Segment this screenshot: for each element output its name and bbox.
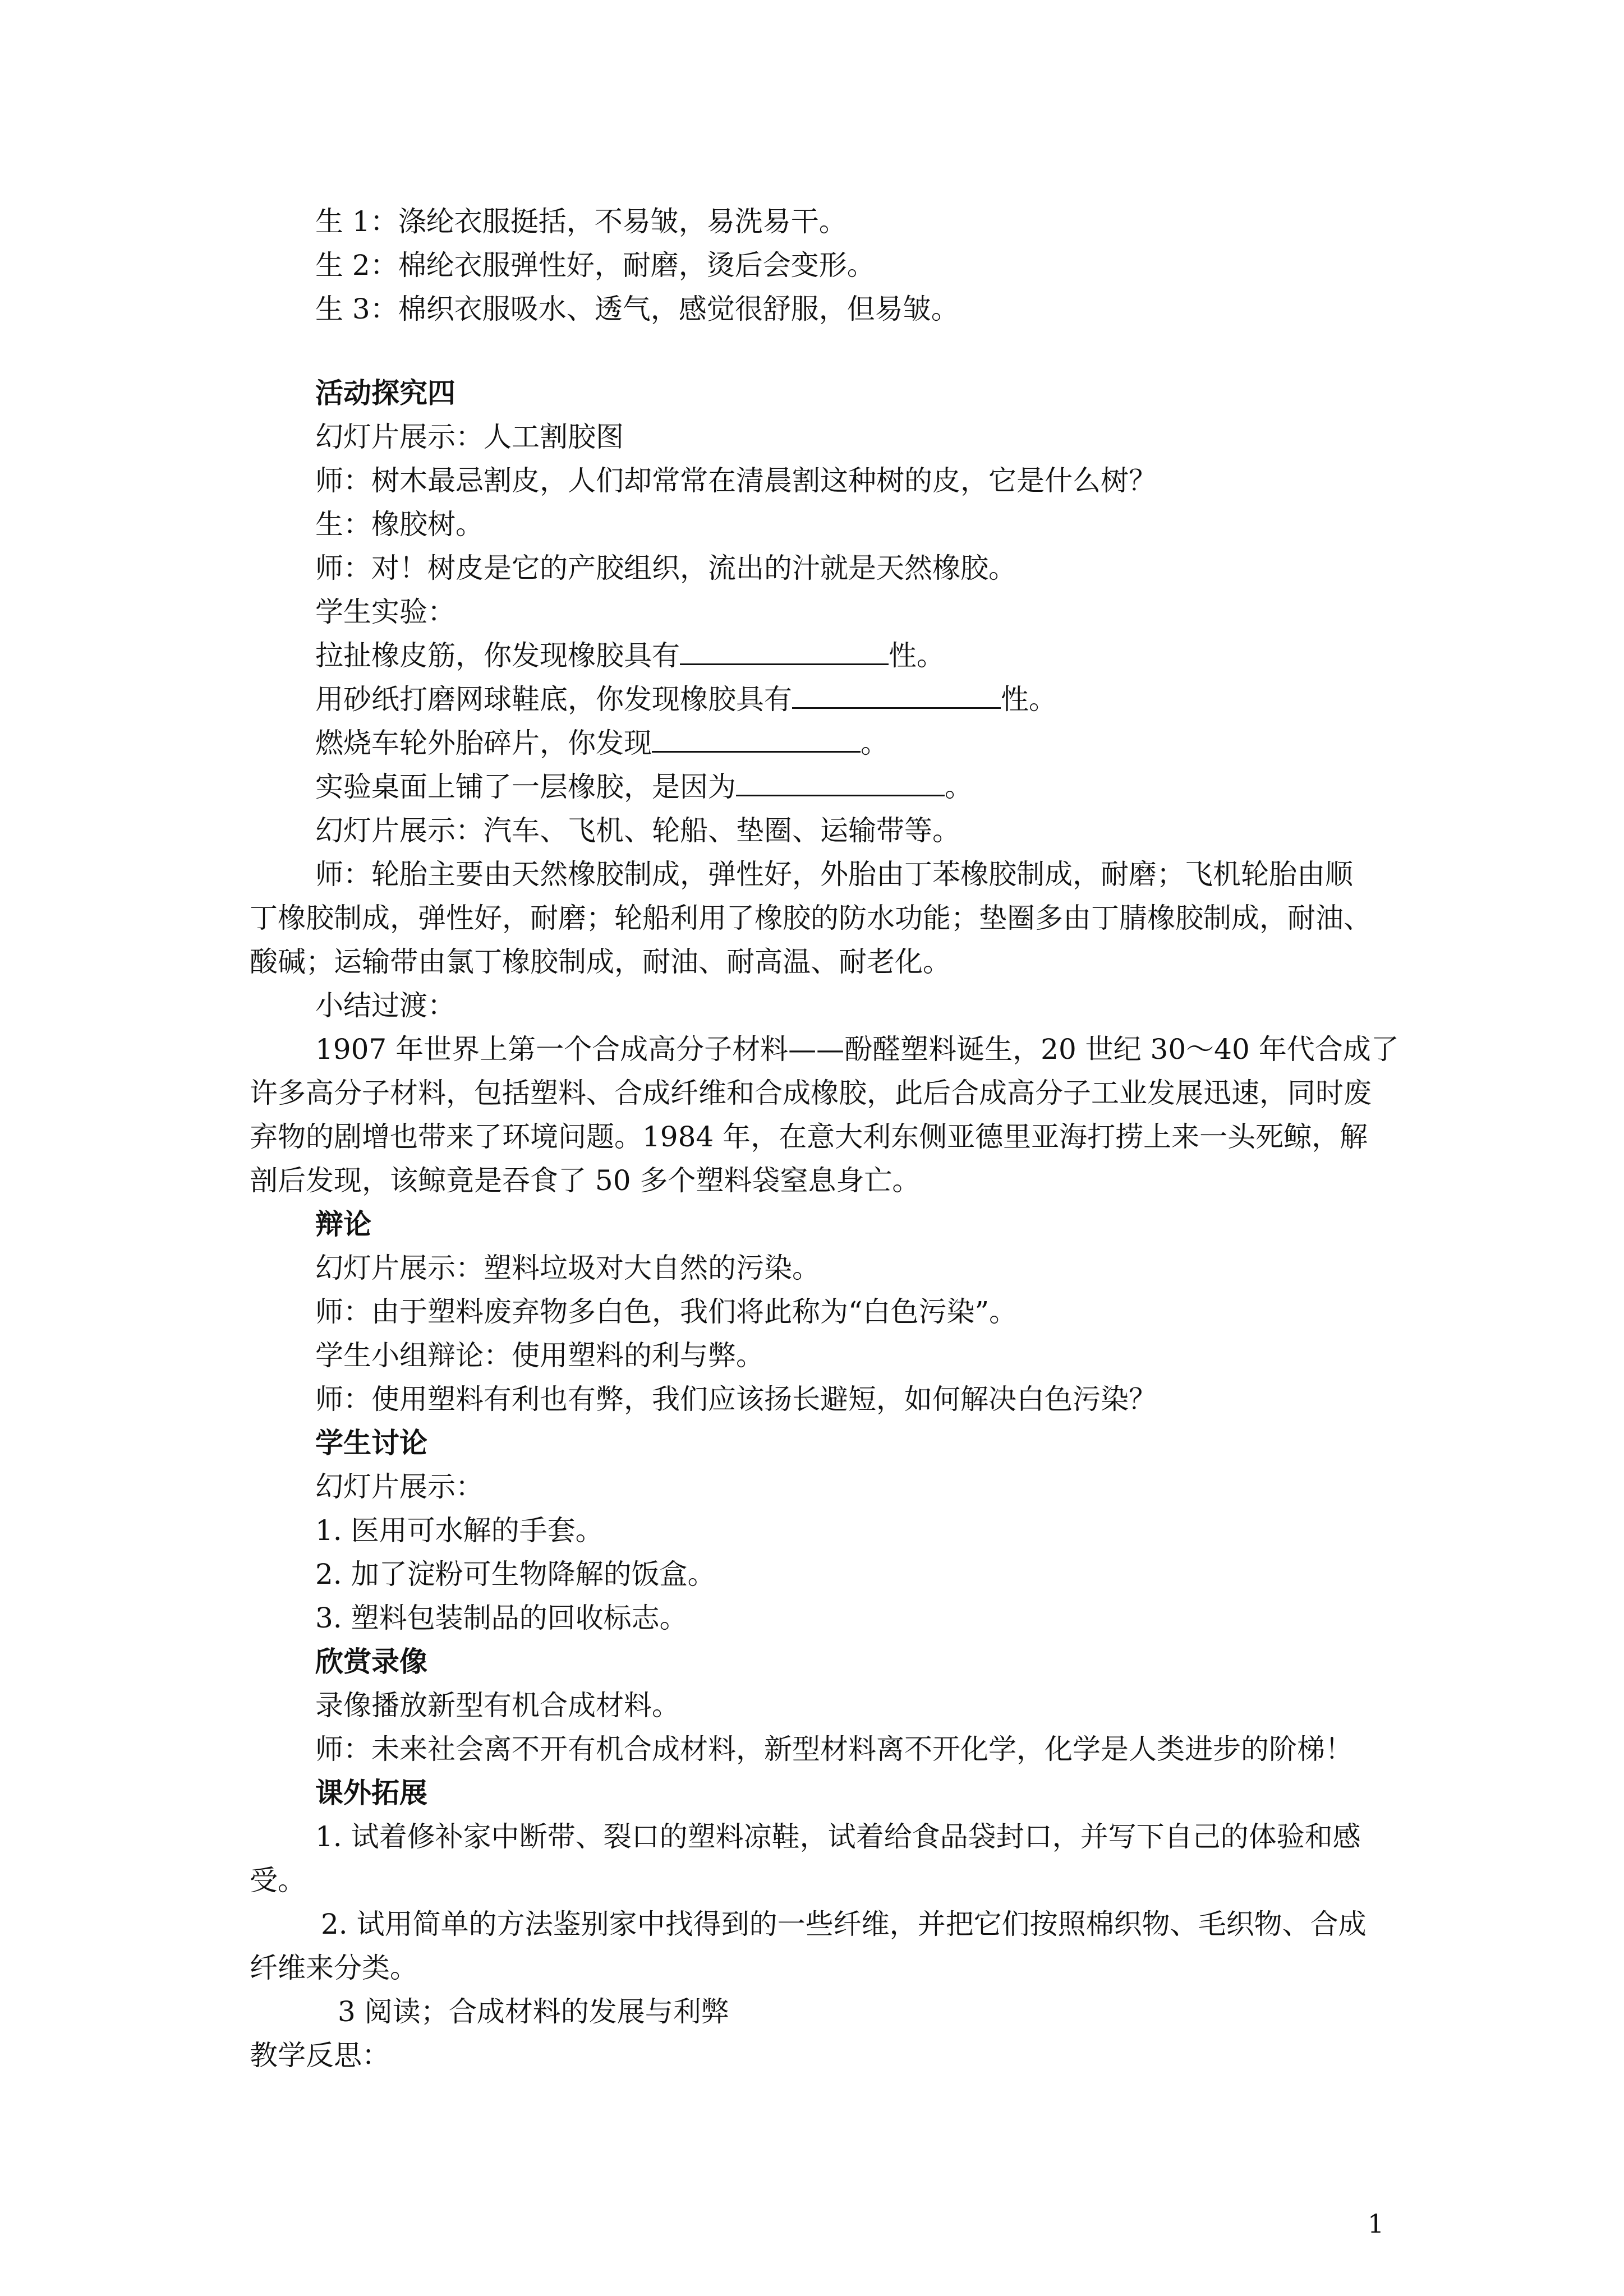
paragraph-line: 1907 年世界上第一个合成高分子材料——酚醛塑料诞生，20 世纪 30～40 年代合成了	[315, 1033, 1399, 1066]
paragraph-line: 酸碱；运输带由氯丁橡胶制成，耐油、耐高温、耐老化。	[250, 946, 951, 978]
list-item: 3. 塑料包装制品的回收标志。	[315, 1602, 688, 1634]
question-text: 燃烧车轮外胎碎片，你发现	[315, 727, 652, 759]
student-answer-3: 生 3：棉织衣服吸水、透气，感觉很舒服，但易皱。	[315, 293, 959, 325]
student-answer-1: 生 1：涤纶衣服挺括，不易皱，易洗易干。	[315, 205, 847, 238]
answer-blank	[680, 634, 889, 665]
section-heading-extension: 课外拓展	[315, 1776, 427, 1809]
text-line: 幻灯片展示：	[315, 1470, 484, 1503]
question-suffix: 性。	[1001, 683, 1057, 716]
paragraph-line: 师：轮胎主要由天然橡胶制成，弹性好，外胎由丁苯橡胶制成，耐磨；飞机轮胎由顺	[315, 858, 1353, 891]
paragraph-line: 弃物的剧增也带来了环境问题。1984 年，在意大利东侧亚德里亚海打捞上来一头死鲸，解	[250, 1121, 1368, 1153]
text-line: 师：未来社会离不开有机合成材料，新型材料离不开化学，化学是人类进步的阶梯！	[315, 1733, 1353, 1765]
student-answer-2: 生 2：棉纶衣服弹性好，耐磨，烫后会变形。	[315, 249, 875, 282]
section-heading-discussion: 学生讨论	[315, 1426, 427, 1459]
fill-in-question-1	[315, 634, 945, 677]
section-heading-video: 欣赏录像	[315, 1645, 427, 1678]
answer-blank	[736, 766, 945, 796]
answer-blank	[792, 678, 1001, 709]
list-item: 1. 医用可水解的手套。	[315, 1514, 604, 1547]
answer-blank	[652, 722, 861, 753]
paragraph-line: 剖后发现，该鲸竟是吞食了 50 多个塑料袋窒息身亡。	[250, 1164, 921, 1197]
text-line: 幻灯片展示：人工割胶图	[315, 421, 624, 453]
list-item: 2. 试用简单的方法鉴别家中找得到的一些纤维，并把它们按照棉织物、毛织物、合成	[321, 1908, 1367, 1940]
fill-in-question-4	[315, 765, 973, 809]
question-text: 拉扯橡皮筋，你发现橡胶具有	[315, 639, 680, 672]
question-suffix: 。	[945, 771, 973, 803]
question-suffix: 性。	[889, 639, 945, 672]
list-item: 纤维来分类。	[250, 1952, 418, 1984]
paragraph-line: 丁橡胶制成，弹性好，耐磨；轮船利用了橡胶的防水功能；垫圈多由丁腈橡胶制成，耐油、	[250, 902, 1372, 934]
question-text: 用砂纸打磨网球鞋底，你发现橡胶具有	[315, 683, 792, 716]
text-line: 师：由于塑料废弃物多白色，我们将此称为“白色污染”。	[315, 1295, 1018, 1328]
question-suffix: 。	[861, 727, 889, 759]
text-line: 生：橡胶树。	[315, 508, 484, 541]
list-item: 3 阅读；合成材料的发展与利弊	[338, 1995, 729, 2028]
text-line: 学生实验：	[315, 596, 456, 628]
section-heading-activity-4: 活动探究四	[315, 376, 456, 409]
teaching-reflection-label: 教学反思：	[250, 2039, 390, 2072]
text-line: 师：树木最忌割皮，人们却常常在清晨割这种树的皮，它是什么树？	[315, 464, 1157, 497]
text-line: 学生小组辩论：使用塑料的利与弊。	[315, 1339, 764, 1372]
section-heading-debate: 辩论	[315, 1207, 371, 1241]
text-line: 录像播放新型有机合成材料。	[315, 1689, 680, 1722]
question-text: 实验桌面上铺了一层橡胶，是因为	[315, 771, 736, 803]
text-line: 幻灯片展示：塑料垃圾对大自然的污染。	[315, 1252, 820, 1284]
list-item: 1. 试着修补家中断带、裂口的塑料凉鞋，试着给食品袋封口，并写下自己的体验和感	[315, 1820, 1361, 1853]
list-item: 2. 加了淀粉可生物降解的饭盒。	[315, 1558, 716, 1590]
list-item: 受。	[250, 1864, 306, 1897]
fill-in-question-2	[315, 677, 1057, 721]
text-line: 师：对！树皮是它的产胶组织，流出的汁就是天然橡胶。	[315, 552, 1016, 584]
text-line: 小结过渡：	[315, 989, 456, 1022]
fill-in-question-3	[315, 721, 889, 765]
paragraph-line: 许多高分子材料，包括塑料、合成纤维和合成橡胶，此后合成高分子工业发展迅速，同时废	[250, 1077, 1372, 1109]
text-line: 师：使用塑料有利也有弊，我们应该扬长避短，如何解决白色污染？	[315, 1383, 1157, 1416]
text-line: 幻灯片展示：汽车、飞机、轮船、垫圈、运输带等。	[315, 814, 960, 847]
page-number: 1	[1368, 2209, 1384, 2239]
